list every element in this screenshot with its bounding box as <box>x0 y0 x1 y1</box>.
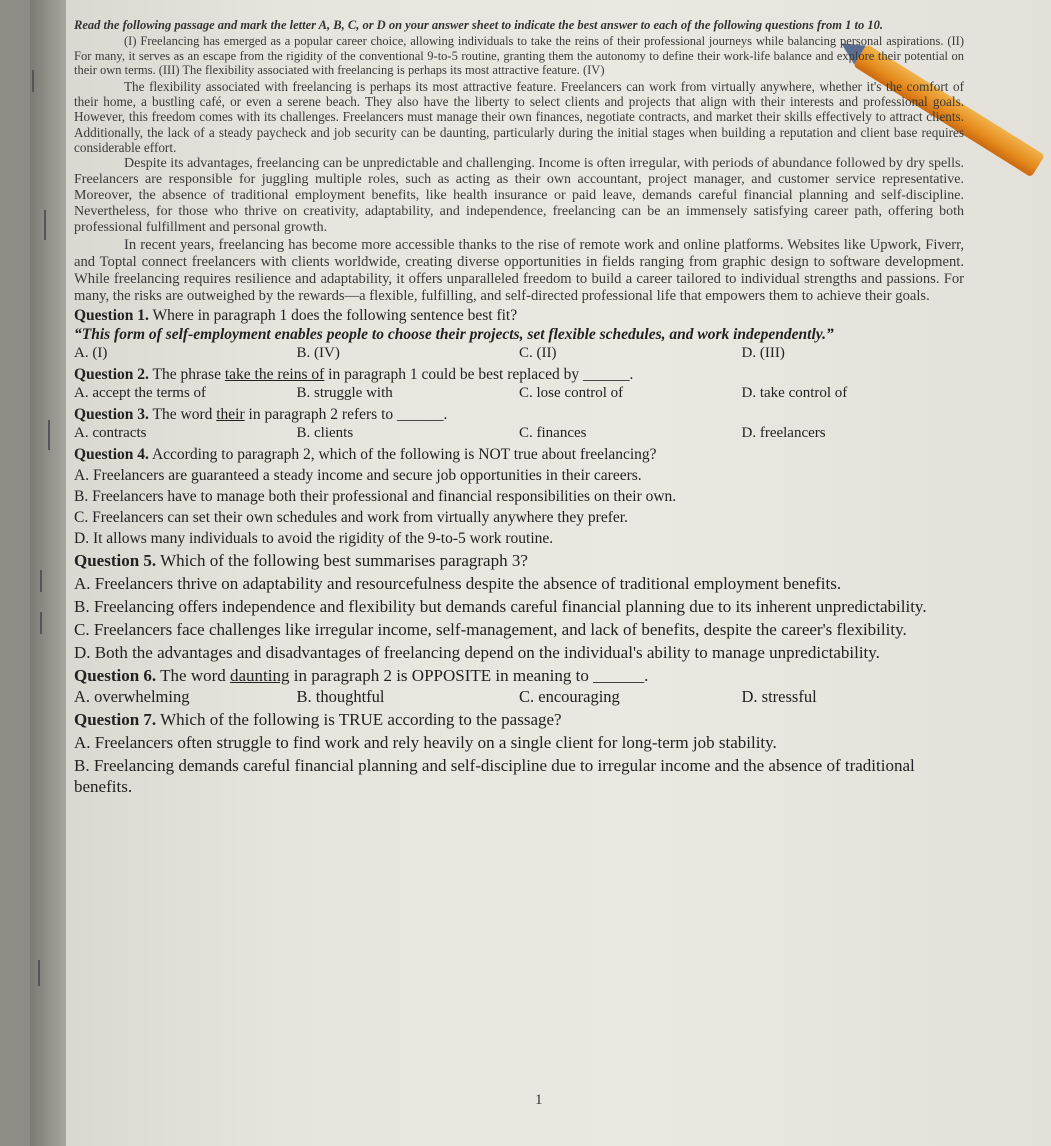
question-1 <box>74 306 964 325</box>
page-edge-shadow <box>30 0 66 1146</box>
question-6-options <box>74 686 964 707</box>
question-label: Question 2. <box>74 366 149 384</box>
option-a[interactable]: A. accept the terms of <box>74 385 207 402</box>
question-word: their <box>216 406 245 424</box>
option-a[interactable]: A. Freelancers often struggle to find work and rely heavily on a single client for long-term job stability. <box>74 733 777 753</box>
margin-mark <box>32 70 34 92</box>
option-a[interactable]: A. contracts <box>74 425 147 442</box>
question-7 <box>74 709 964 730</box>
option-b[interactable]: B. Freelancers have to manage both their professional and financial responsibilities on their own. <box>74 488 677 506</box>
option-a[interactable]: A. overwhelming <box>74 687 190 707</box>
question-label: Question 3. <box>74 406 149 424</box>
question-label: Question 5. <box>74 551 157 571</box>
question-4 <box>74 445 964 464</box>
instructions: Read the following passage and mark the letter A, B, C, or D on your answer sheet to indicate the best answer to each of the following questions from 1 to 10. <box>74 18 883 32</box>
question-text: Where in paragraph 1 does the following sentence best fit? <box>152 307 518 325</box>
question-2 <box>74 365 964 384</box>
option-a[interactable]: A. Freelancers are guaranteed a steady income and secure job opportunities in their careers. <box>74 467 642 485</box>
margin-mark <box>44 210 46 240</box>
option-d[interactable]: D. stressful <box>741 687 817 707</box>
option-a[interactable]: A. Freelancers thrive on adaptability and resourcefulness despite the absence of traditional employment benefits. <box>74 574 842 594</box>
question-6 <box>74 665 964 686</box>
option-d[interactable]: D. It allows many individuals to avoid the rigidity of the 9-to-5 work routine. <box>74 530 554 548</box>
question-text-before: The word <box>152 406 217 424</box>
question-2-options <box>74 384 964 403</box>
margin-mark <box>48 420 50 450</box>
page-number: 1 <box>535 1092 543 1108</box>
option-c[interactable]: C. finances <box>519 425 587 442</box>
margin-mark <box>40 612 42 634</box>
option-b[interactable]: B. thoughtful <box>296 687 385 707</box>
option-d[interactable]: D. (III) <box>741 345 785 362</box>
margin-mark <box>40 570 42 592</box>
option-c[interactable]: C. Freelancers face challenges like irregular income, self-management, and lack of benefits, despite the career's flexibility. <box>74 620 907 640</box>
option-d[interactable]: D. take control of <box>741 385 848 402</box>
option-c[interactable]: C. Freelancers can set their own schedules and work from virtually anywhere they prefer. <box>74 509 628 527</box>
question-text: According to paragraph 2, which of the following is NOT true about freelancing? <box>151 446 657 464</box>
option-c[interactable]: C. lose control of <box>519 385 624 402</box>
question-text-after: in paragraph 1 could be best replaced by ______. <box>324 366 634 384</box>
question-label: Question 6. <box>74 666 157 686</box>
option-b[interactable]: B. Freelancing demands careful financial planning and self-discipline due to irregular income and the absence of traditional benefits. <box>74 756 915 797</box>
paragraph-1: (I) Freelancing has emerged as a popular career choice, allowing individuals to take the reins of their professional journeys while balancing personal aspirations. (II) For many, it serves as an escape from the rigidity of the conventional 9-to-5 routine, granting them the autonomy to define their work-life balance and explore their potential on their own terms. (III) The flexibility associated with freelancing is perhaps its most attractive feature. (IV) <box>74 34 964 78</box>
question-1-options <box>74 344 964 363</box>
paragraph-3: Despite its advantages, freelancing can be unpredictable and challenging. Income is often irregular, with periods of abundance followed by dry spells. Freelancers are responsible for juggling multiple roles, such as acting as their own accountant, project manager, and customer service representative. Moreover, the absence of traditional employment benefits, like health insurance or paid leave, demands careful financial planning and self-discipline. Nevertheless, for those who thrive on creativity, adaptability, and independence, freelancing can be an immensely satisfying career path, offering both professional fulfillment and personal growth. <box>74 156 964 236</box>
option-b[interactable]: B. (IV) <box>296 345 340 362</box>
question-3-options <box>74 424 964 443</box>
paragraph-4: In recent years, freelancing has become more accessible thanks to the rise of remote work and online platforms. Websites like Upwork, Fiverr, and Toptal connect freelancers with clients worldwide, creating diverse opportunities in fields ranging from graphic design to software development. While freelancing requires resilience and adaptability, it offers unparalleled freedom to build a career tailored to individual strengths and passions. For many, the risks are outweighed by the rewards—a flexible, fulfilling, and self-directed professional life that empowers them to achieve their goals. <box>74 237 964 304</box>
question-label: Question 1. <box>74 307 149 325</box>
question-3 <box>74 405 964 424</box>
document-body <box>74 18 964 797</box>
question-text-after: in paragraph 2 refers to ______. <box>244 406 448 424</box>
option-c[interactable]: C. encouraging <box>519 687 620 707</box>
option-b[interactable]: B. clients <box>296 425 354 442</box>
question-text: Which of the following best summarises paragraph 3? <box>160 551 528 571</box>
question-1-quote: “This form of self-employment enables people to choose their projects, set flexible schedules, and work independently.” <box>74 326 834 344</box>
question-label: Question 7. <box>74 710 157 730</box>
option-c[interactable]: C. (II) <box>519 345 557 362</box>
option-b[interactable]: B. struggle with <box>296 385 393 402</box>
question-text-after: in paragraph 2 is OPPOSITE in meaning to ______. <box>289 666 649 686</box>
option-d[interactable]: D. freelancers <box>741 425 826 442</box>
margin-mark <box>38 960 40 986</box>
question-word: daunting <box>230 666 290 686</box>
question-text-before: The word <box>160 666 231 686</box>
question-5 <box>74 550 964 571</box>
question-text-before: The phrase <box>152 366 225 384</box>
paragraph-2: The flexibility associated with freelancing is perhaps its most attractive feature. Freelancers can work from virtually anywhere, whether it's the comfort of their home, a bustling café, or even a serene beach. They also have the liberty to select clients and projects that align with their interests and professional goals. However, this freedom comes with its challenges. Freelancers must manage their own finances, negotiate contracts, and market their skills effectively to attract clients. Additionally, the lack of a steady paycheck and job security can be daunting, particularly during the initial stages when building a reputation and client base requires considerable effort. <box>74 78 964 155</box>
option-a[interactable]: A. (I) <box>74 345 108 362</box>
question-phrase: take the reins of <box>224 366 325 384</box>
question-label: Question 4. <box>74 446 149 464</box>
option-d[interactable]: D. Both the advantages and disadvantages of freelancing depend on the individual's ability to manage unpredictability. <box>74 643 880 663</box>
question-text: Which of the following is TRUE according to the passage? <box>160 710 562 730</box>
option-b[interactable]: B. Freelancing offers independence and flexibility but demands careful financial planning due to its inherent unpredictability. <box>74 597 927 617</box>
